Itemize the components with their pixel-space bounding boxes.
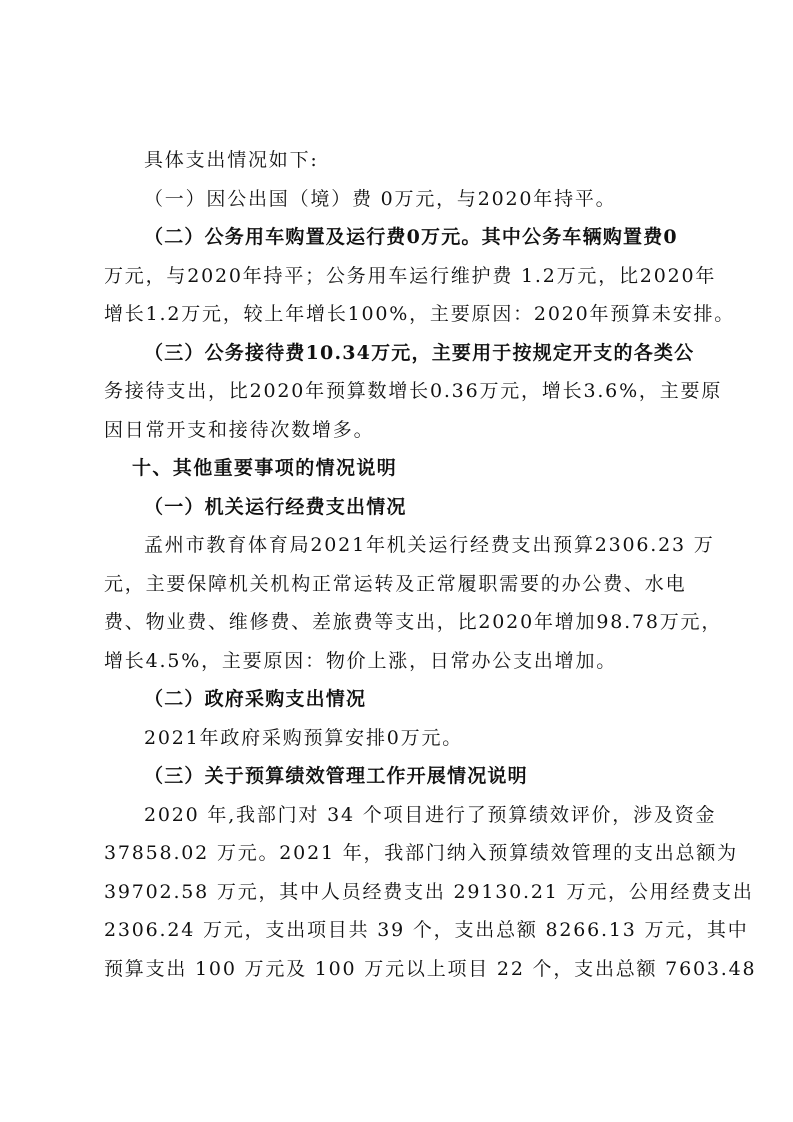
paragraph-operating-expenses-cont-3: 增长4.5%，主要原因：物价上涨，日常办公支出增加。 bbox=[104, 649, 618, 672]
paragraph-performance-cont-4: 预算支出 100 万元及 100 万元以上项目 22 个，支出总额 7603.48 bbox=[104, 957, 757, 980]
paragraph-intro: 具体支出情况如下: bbox=[144, 149, 319, 171]
paragraph-performance-cont-1: 37858.02 万元。2021 年，我部门纳入预算绩效管理的支出总额为 bbox=[104, 842, 738, 864]
item-vehicle-cost: （二）公务用车购置及运行费0万元。其中公务车辆购置费0 bbox=[144, 226, 678, 248]
paragraph-performance: 2020 年,我部门对 34 个项目进行了预算绩效评价，涉及资金 bbox=[144, 803, 717, 826]
paragraph-operating-expenses-cont-1: 元，主要保障机关机构正常运转及正常履职需要的办公费、水电 bbox=[104, 572, 687, 595]
subheading-procurement: （二）政府采购支出情况 bbox=[144, 688, 367, 710]
paragraph-performance-cont-2: 39702.58 万元，其中人员经费支出 29130.21 万元，公用经费支出 bbox=[104, 880, 754, 903]
subheading-operating-expenses: （一）机关运行经费支出情况 bbox=[144, 495, 407, 518]
paragraph-operating-expenses: 孟州市教育体育局2021年机关运行经费支出预算2306.23 万 bbox=[144, 534, 715, 556]
item-travel-abroad: （一）因公出国（境）费 0万元，与2020年持平。 bbox=[144, 187, 617, 210]
item-reception-cost: （三）公务接待费10.34万元，主要用于按规定开支的各类公 bbox=[144, 341, 695, 364]
section-heading-other-matters: 十、其他重要事项的情况说明 bbox=[132, 457, 398, 479]
item-reception-cost-cont-2: 因日常开支和接待次数增多。 bbox=[104, 418, 375, 441]
subheading-performance-management: （三）关于预算绩效管理工作开展情况说明 bbox=[144, 765, 528, 787]
item-vehicle-cost-cont-1: 万元，与2020年持平；公务用车运行维护费 1.2万元，比2020年 bbox=[104, 264, 717, 287]
paragraph-operating-expenses-cont-2: 费、物业费、维修费、差旅费等支出，比2020年增加98.78万元， bbox=[104, 611, 723, 633]
paragraph-performance-cont-3: 2306.24 万元，支出项目共 39 个，支出总额 8266.13 万元，其中 bbox=[104, 919, 749, 941]
paragraph-procurement: 2021年政府采购预算安排0万元。 bbox=[144, 726, 464, 749]
item-vehicle-cost-cont-2: 增长1.2万元，较上年增长100%，主要原因：2020年预算未安排。 bbox=[104, 303, 736, 325]
item-reception-cost-cont-1: 务接待支出，比2020年预算数增长0.36万元，增长3.6%，主要原 bbox=[104, 380, 723, 402]
